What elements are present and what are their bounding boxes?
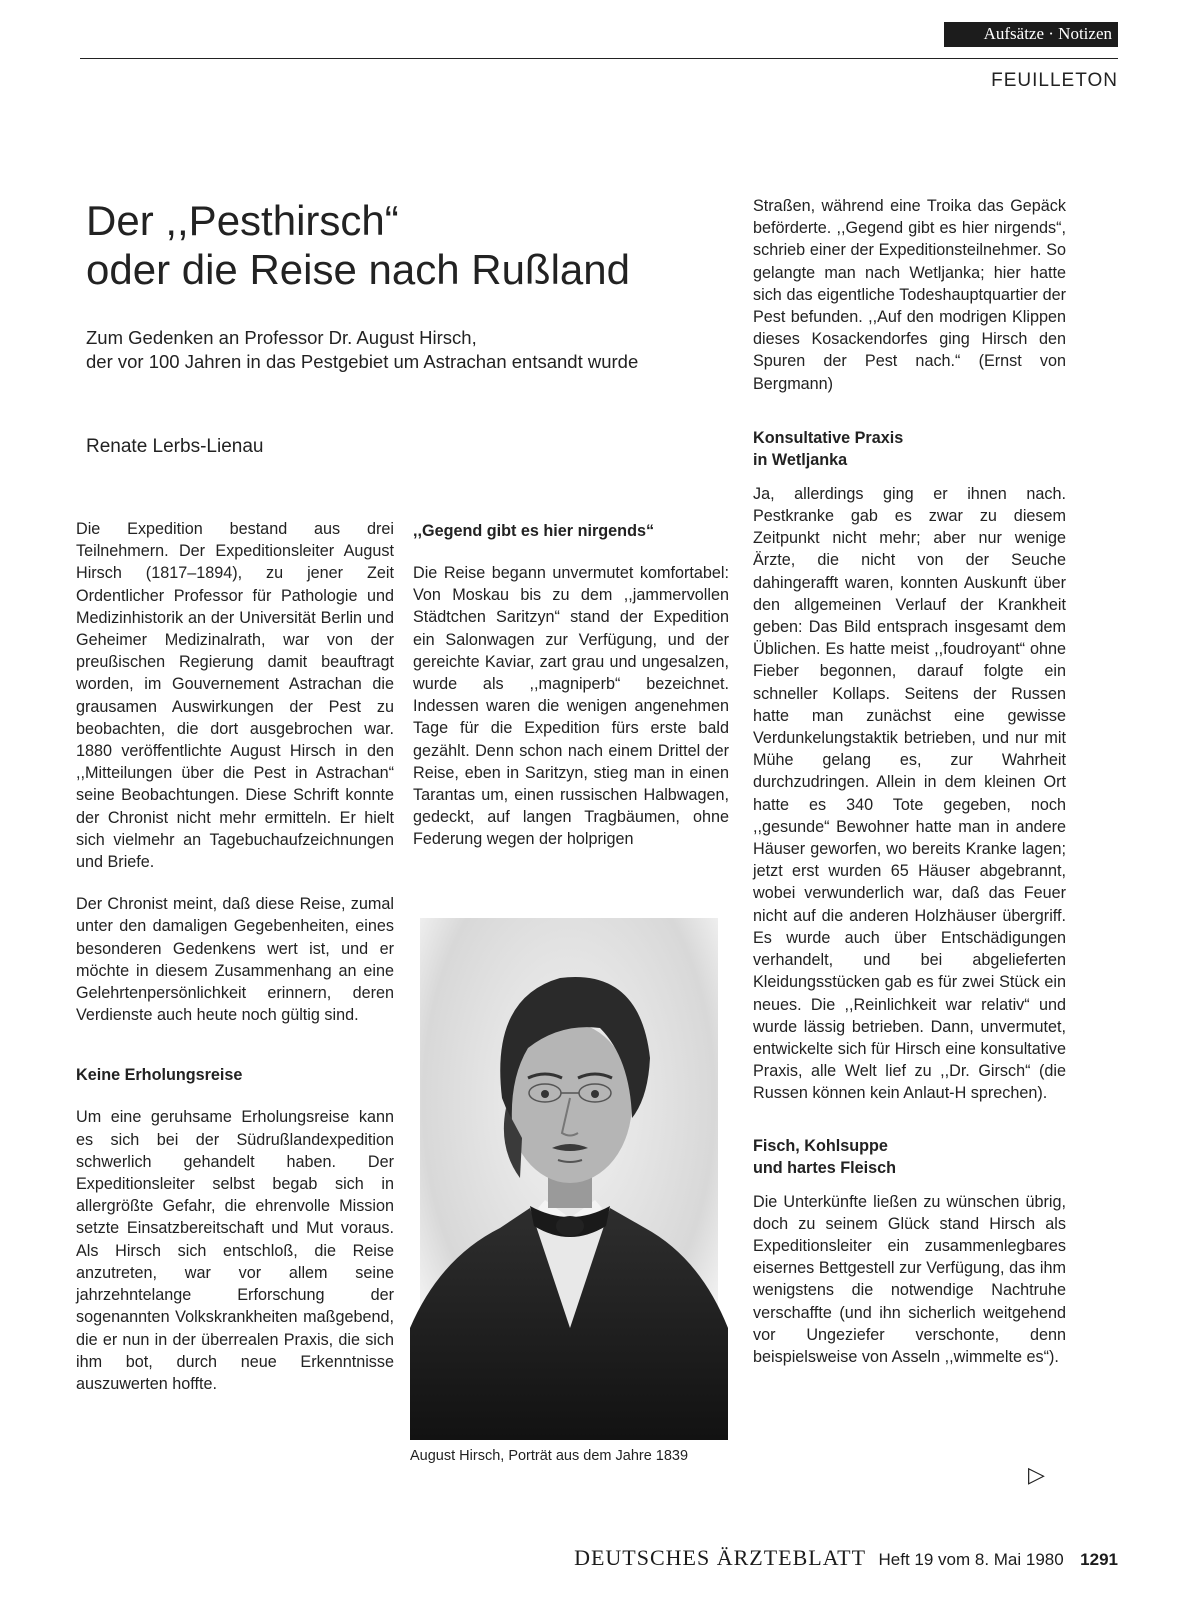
portrait-image [410,908,728,1440]
section-label: FEUILLETON [991,70,1118,91]
section-heading [753,427,1066,471]
paragraph: Straßen, während eine Troika das Gepäck beförderte. ,,Gegend gibt es hier nirgends“, schrieb einer der Expeditionsteilnehmer. So gelangte man nach Wetljanka; hier hatte sich das eigentliche Todeshauptquartier der Pest befunden. ,,Auf den modrigen Klippen dieses Kosackendorfes ging Hirsch den Spuren der Pest nach.“ (Ernst von Bergmann) [753,197,1066,393]
page-number: 1291 [1080,1550,1118,1569]
heading-line: Fisch, Kohlsuppe [753,1136,888,1155]
subtitle-line-1: Zum Gedenken an Professor Dr. August Hirsch, [86,327,477,348]
title-line-2: oder die Reise nach Rußland [86,246,630,293]
portrait-drawing [410,908,728,1440]
heading-line: in Wetljanka [753,450,848,469]
column-3 [753,195,1066,1368]
paragraph: Die Expedition bestand aus drei Teilnehmern. Der Expeditionsleiter August Hirsch (1817–1894), zu jener Zeit Ordentlicher Professor für Pathologie und Medizinhistorik an der Universität Berlin und Geheimer Medizinalrath, war von der preußischen Regierung damit beauftragt worden, im Gouvernement Astrachan die grausamen Auswirkungen der Pest zu beobachten, die dort ausgebrochen war. 1880 veröffentlichte August Hirsch in den ,,Mitteilungen über die Pest in Astrachan“ seine Beobachtungen. Diese Schrift konnte der Chronist nicht mehr ermitteln. Er hielt sich vielmehr an Tagebuchaufzeichnungen und Briefe. [76,520,394,872]
column-2 [413,520,729,851]
section-heading: ,,Gegend gibt es hier nirgends“ [413,522,655,540]
title-line-1: Der ,,Pesthirsch“ [86,197,399,244]
section-heading [753,1135,1066,1179]
section-tag: Aufsätze · Notizen [944,22,1118,47]
page-footer [574,1545,1118,1571]
header-rule [80,58,1118,59]
article-subtitle [86,326,736,374]
author-name: Renate Lerbs-Lienau [86,436,264,457]
continue-arrow-icon: ▷ [1028,1462,1045,1487]
heading-line: Konsultative Praxis [753,428,904,447]
paragraph: Ja, allerdings ging er ihnen nach. Pestkranke gab es zwar zu diesem Zeitpunkt nicht mehr; aber nur wenige Ärzte, die nicht von der Seuche dahingerafft waren, konnten Auskunft über den allgemeinen Verlauf der Krankheit geben: Das Bild entsprach insgesamt dem Üblichen. Es hatte meist ,,foudroyant“ ohne Fieber begonnen, darauf folgte ein schneller Kollaps. Seitens der Russen hatte man zunächst eine gewisse Verdunkelungstaktik betrieben, und nur mit Mühe gelang es, zur Wahrheit durchzudringen. Allein in dem kleinen Ort hatte es 340 Tote gegeben, noch ,,gesunde“ Bewohner hatte man in andere Häuser geworfen, wo bereits Kranke lagen; jetzt erst wurden 65 Häuser abgebrannt, wobei verwunderlich war, daß das Feuer nicht auf die anderen Holzhäuser übergriff. Es wurde auch über Entschädigungen verhandelt, und bei abgelieferten Kleidungsstücken gab es für zwei Stück ein neues. Die ,,Reinlichkeit war relativ“ und wurde lässig betrieben. Dann, unvermutet, entwickelte sich für Hirsch eine konsultative Praxis, alle Welt lief zu ,,Dr. Girsch“ (die Russen können kein Anlaut-H sprechen). [753,484,1066,1103]
publication-name: DEUTSCHES ÄRZTEBLATT [574,1545,867,1570]
issue-info: Heft 19 vom 8. Mai 1980 [878,1550,1064,1569]
paragraph: Der Chronist meint, daß diese Reise, zumal unter den damaligen Gegebenheiten, eines besonderen Gedenkens wert ist, und er möchte in diesem Zusammenhang an eine Gelehrtenpersönlichkeit erinnern, deren Verdienste auch heute noch gültig sind. [76,895,394,1025]
section-heading: Keine Erholungsreise [76,1066,243,1085]
paragraph: Die Reise begann unvermutet komfortabel: Von Moskau bis zu dem ,,jammervollen Städtchen Saritzyn“ stand der Expedition ein Salonwagen zur Verfügung, und der gereichte Kaviar, zart grau und ungesalzen, wurde als ,,magniperb“ bezeichnet. Indessen waren die wenigen angenehmen Tage für die Expedition fürs erste bald gezählt. Denn schon nach einem Drittel der Reise, eben in Saritzyn, stieg man in einen Tarantas um, einen russischen Halbwagen, gedeckt, auf langen Tragbäumen, ohne Federung wegen der holprigen [413,564,729,849]
column-1 [76,518,394,1395]
paragraph: Um eine geruhsame Erholungsreise kann es sich bei der Südrußlandexpedition schwerlich gehandelt haben. Der Expeditionsleiter selbst begab sich in allergrößte Gefahr, die ehrenvolle Mission setzte Einsatzbereitschaft und Mut voraus. Als Hirsch sich entschloß, die Reise anzutreten, war vor allem seine jahrzehntelange Erforschung der sogenannten Volkskrankheiten maßgebend, die er nun in der überrealen Praxis, die sich ihm bot, durch neue Erkenntnisse auszuwerten hoffte. [76,1108,394,1393]
paragraph: Die Unterkünfte ließen zu wünschen übrig, doch zu seinem Glück stand Hirsch als Expeditionsleiter ein zusammenlegbares eisernes Bettgestell zur Verfügung, das ihm wenigstens die notwendige Nachtruhe verschaffte (und ihn sicherlich weitgehend vor Ungeziefer verschonte, denn beispielsweise von Asseln ,,wimmelte es“). [753,1192,1066,1366]
article-title [86,196,726,294]
heading-line: und hartes Fleisch [753,1158,897,1177]
portrait-caption: August Hirsch, Porträt aus dem Jahre 1839 [410,1448,689,1464]
subtitle-line-2: der vor 100 Jahren in das Pestgebiet um Astrachan entsandt wurde [86,351,639,372]
